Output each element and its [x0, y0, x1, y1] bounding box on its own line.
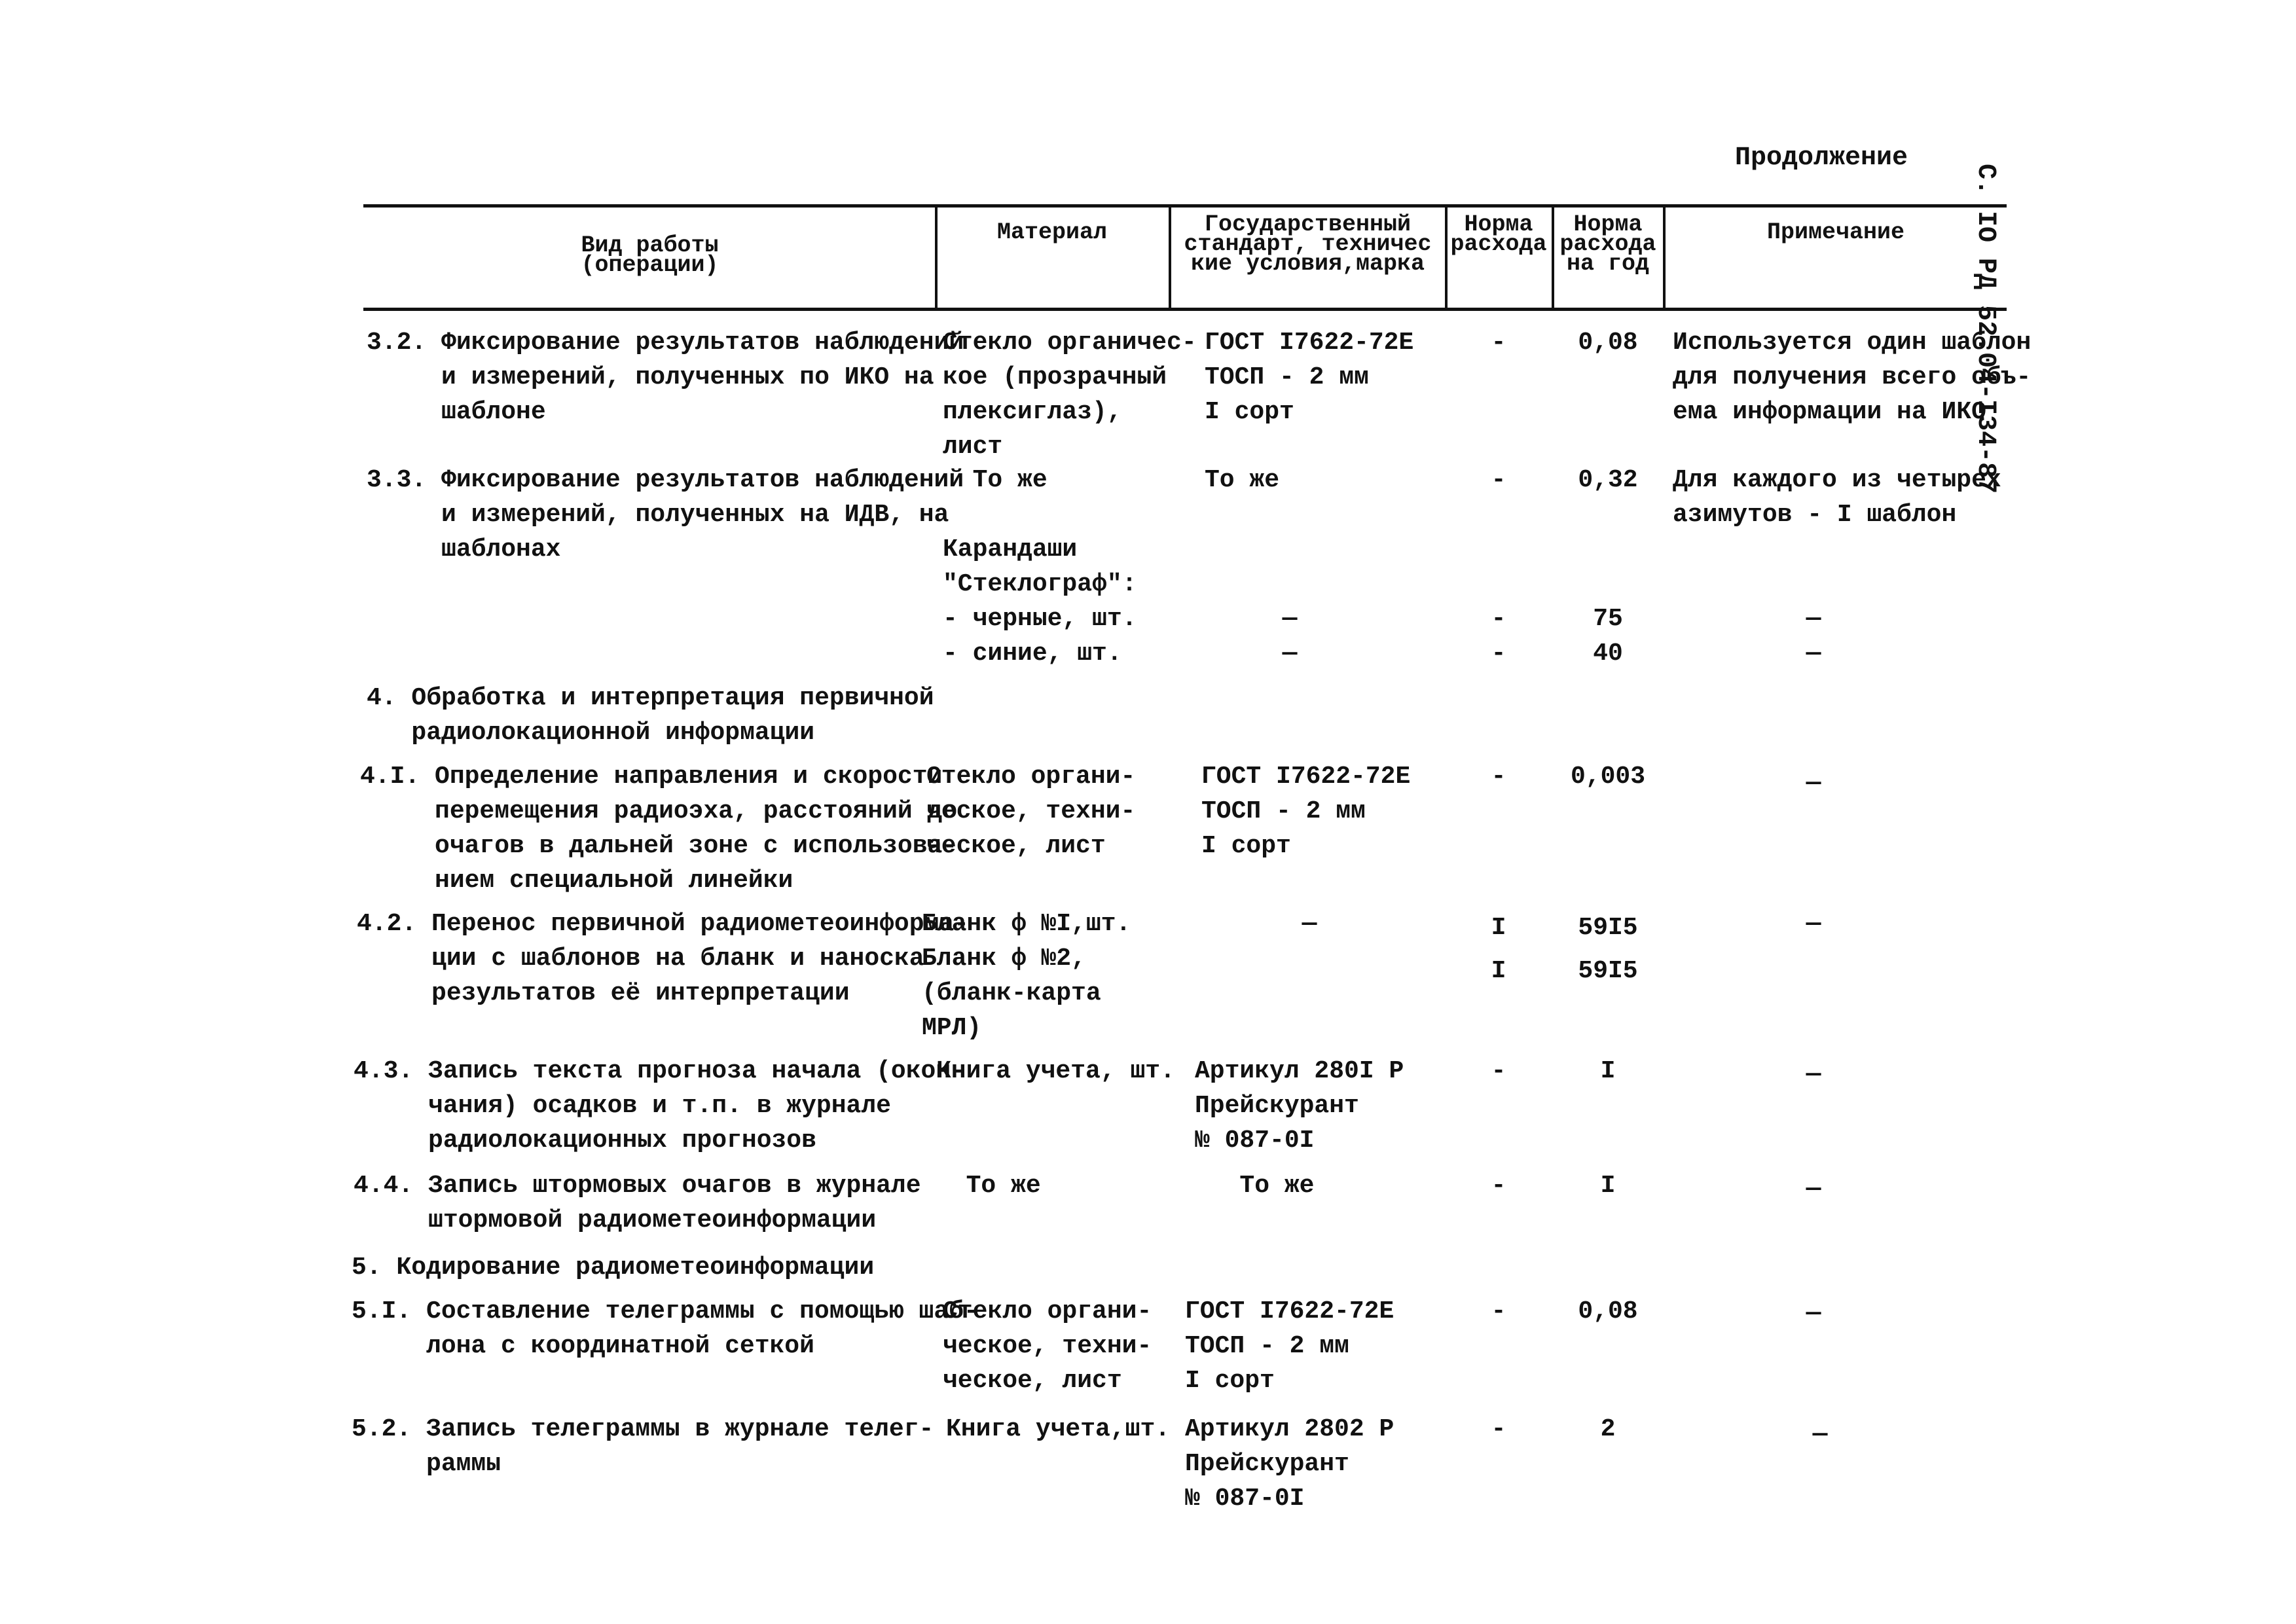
table-cell-year: 0,32: [1578, 466, 1638, 494]
table-cell-material: Стекло органи- ческое, техни- ческое, лист: [926, 763, 1136, 860]
table-cell-year: I: [1600, 1172, 1616, 1200]
table-cell-standard: ГОСТ I7622-72Е ТОСП - 2 мм I сорт: [1201, 763, 1411, 860]
table-cell-material: Стекло органи- ческое, техни- ческое, лист: [943, 1297, 1152, 1395]
table-cell-note: Для каждого из четырех азимутов - I шаблон: [1673, 466, 2001, 529]
table-cell-standard: —: [1302, 910, 1317, 938]
table-cell-work: 3.3. Фиксирование результатов наблюдений и измерений, полученных на ИДВ, на шаблонах: [367, 466, 964, 564]
table-cell-material: То же: [936, 1172, 1041, 1200]
table-cell-year: 2: [1600, 1415, 1616, 1443]
table-cell-year: I: [1600, 1057, 1616, 1085]
table-cell-standard: То же: [1205, 466, 1280, 494]
table-cell-work: 4.2. Перенос первичной радиометеоинформа- ции с шаблонов на бланк и наноска результатов её интерпретации: [357, 910, 969, 1007]
continuation-label: Продолжение: [1735, 143, 1908, 173]
table-cell-year: 75 40: [1593, 605, 1623, 668]
header-note: Примечание: [1766, 219, 1905, 245]
table-cell-material: Книга учета,шт.: [946, 1415, 1171, 1443]
section-heading: 4. Обработка и интерпретация первичной радиолокационной информации: [367, 684, 934, 747]
table-cell-norm: -: [1491, 763, 1506, 791]
table-cell-norm: I I: [1491, 914, 1506, 985]
header-norm-year: Норма расхода на год: [1559, 211, 1656, 277]
table-cell-year: 0,08: [1578, 329, 1638, 357]
table-cell-year: 0,08: [1578, 1297, 1638, 1326]
table-cell-standard: Артикул 280I Р Прейскурант № 087-0I: [1195, 1057, 1404, 1155]
table-cell-standard: ГОСТ I7622-72Е ТОСП - 2 мм I сорт: [1185, 1297, 1394, 1395]
col-divider-1: [935, 206, 938, 308]
table-cell-material: Книга учета, шт.: [936, 1057, 1175, 1085]
col-divider-2: [1169, 206, 1171, 308]
header-material: Материал: [996, 219, 1108, 245]
table-cell-norm: -: [1491, 1415, 1506, 1443]
table-cell-work: 4.3. Запись текста прогноза начала (окон- чания) осадков и т.п. в журнале радиолокационных прогнозов: [354, 1057, 966, 1155]
header-standard: Государственный стандарт, техничес кие условия,марка: [1184, 211, 1432, 277]
table-cell-material: Карандаши "Стеклограф": - черные, шт. - синие, шт.: [943, 535, 1137, 668]
table-cell-year: 0,003: [1570, 763, 1646, 791]
table-cell-norm: -: [1491, 1297, 1506, 1326]
table-cell-work: 5.I. Составление телеграммы с помощью шаб- лона с координатной сеткой: [352, 1297, 979, 1360]
table-cell-work: 4.I. Определение направления и скорости перемещения радиоэха, расстояний до очагов в дальней зоне с использова- нием специальной линейки: [360, 763, 958, 895]
table-cell-work: 4.4. Запись штормовых очагов в журнале штормовой радиометеоинформации: [354, 1172, 921, 1235]
table-cell-note: — —: [1806, 605, 1821, 668]
table-cell-norm: -: [1491, 329, 1506, 357]
table-cell-norm: -: [1491, 1057, 1506, 1085]
table-cell-note: —: [1806, 1175, 1821, 1203]
table-cell-note: Используется один шаблон для получения всего объ- ема информации на ИКО: [1673, 329, 2032, 426]
table-cell-note: —: [1806, 1060, 1821, 1089]
table-cell-material: Бланк ф №I,шт. Бланк ф №2, (бланк-карта МРЛ): [922, 910, 1131, 1042]
table-cell-note: —: [1806, 1299, 1821, 1327]
table-cell-year: 59I5 59I5: [1578, 914, 1638, 985]
table-cell-material: То же: [943, 466, 1048, 494]
table-cell-standard: — —: [1282, 605, 1298, 668]
table-cell-work: 5.2. Запись телеграммы в журнале телег- раммы: [352, 1415, 934, 1478]
side-page-header: С. IO РД 52.04-I34-87: [1971, 164, 2000, 494]
table-cell-norm: -: [1491, 466, 1506, 494]
table-cell-standard: ГОСТ I7622-72Е ТОСП - 2 мм I сорт: [1205, 329, 1414, 426]
table-top-rule: [363, 204, 2007, 208]
table-cell-standard: То же: [1195, 1172, 1315, 1200]
table-cell-norm: -: [1491, 1172, 1506, 1200]
col-divider-5: [1663, 206, 1666, 308]
header-bottom-rule: [363, 308, 2007, 311]
table-cell-work: 3.2. Фиксирование результатов наблюдений и измерений, полученных по ИКО на шаблоне: [367, 329, 964, 426]
table-cell-note: —: [1806, 910, 1821, 938]
table-cell-norm: - -: [1491, 605, 1506, 668]
table-cell-standard: Артикул 2802 Р Прейскурант № 087-0I: [1185, 1415, 1394, 1513]
header-work: Вид работы (операции): [581, 232, 719, 278]
table-cell-material: Стекло органичес- кое (прозрачный плексиглаз), лист: [943, 329, 1197, 461]
header-norm: Норма расхода: [1450, 211, 1547, 257]
table-cell-note: —: [1806, 769, 1821, 797]
section-heading: 5. Кодирование радиометеоинформации: [352, 1254, 875, 1282]
table-cell-note: —: [1812, 1420, 1828, 1449]
